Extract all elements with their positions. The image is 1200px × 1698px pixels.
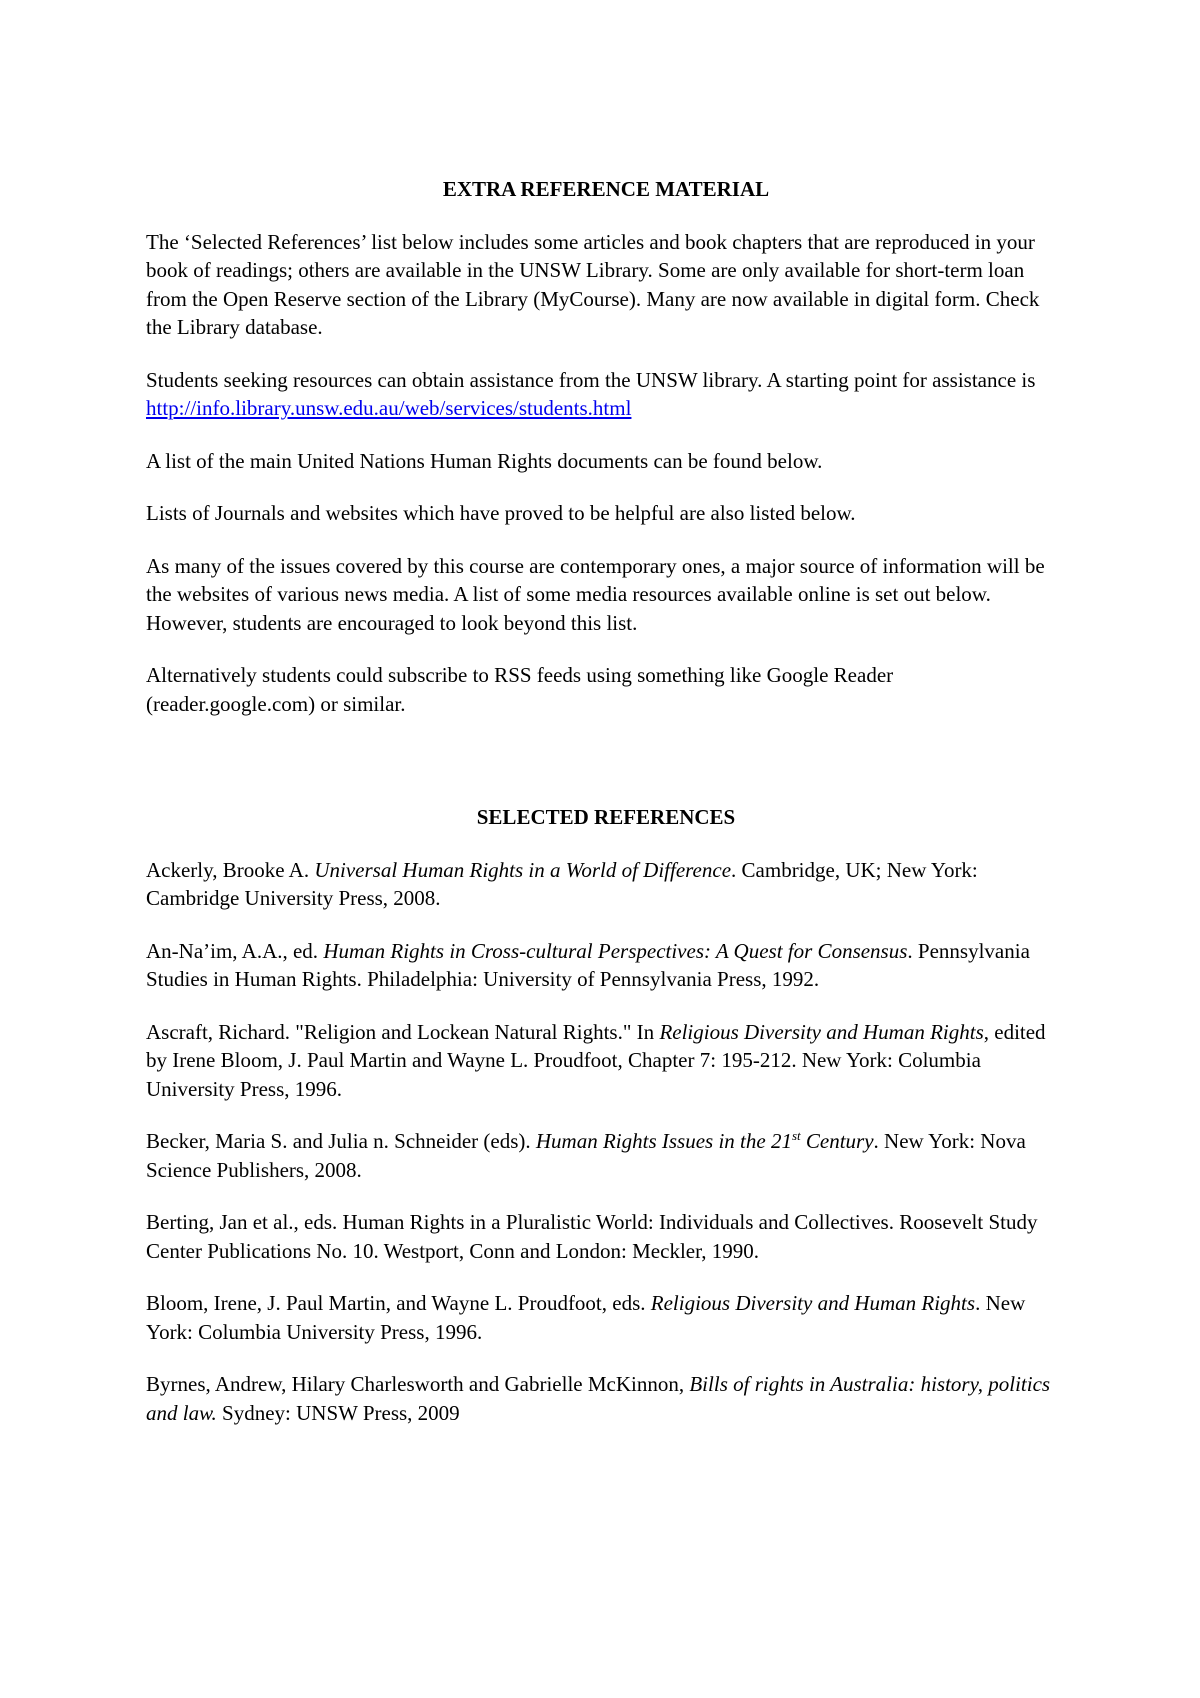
reference-title: Bills of rights in Australia: history, politics and law. [146,1372,1051,1425]
reference-title: Human Rights in Cross-cultural Perspectives: A Quest for Consensus [323,938,908,963]
library-link[interactable]: http://info.library.unsw.edu.au/web/services/students.html [146,396,632,420]
reference-details: . New York: Nova Science Publishers, 2008. [146,1129,1026,1182]
reference-details: Sydney: UNSW Press, 2009 [216,1400,460,1425]
reference-details: , edited by Irene Bloom, J. Paul Martin and Wayne L. Proudfoot, Chapter 7: 195-212. New York: Columbia University Press, 1996. [146,1019,1046,1101]
reference-title-superscript: st [791,1128,801,1143]
reference-details: . Pennsylvania Studies in Human Rights. Philadelphia: University of Pennsylvania Press, 1992. [146,938,1030,991]
reference-item [146,1127,1066,1184]
reference-item [146,1018,1066,1104]
library-assistance-text: Students seeking resources can obtain assistance from the UNSW library. A starting point for assistance is [146,367,1036,392]
document-page [146,175,1066,1451]
reference-title [536,1129,874,1153]
news-media-paragraph: As many of the issues covered by this course are contemporary ones, a major source of information will be the websites of various news media. A list of some media resources available online is set out below. However, students are encouraged to look beyond this list. [146,553,1045,635]
reference-title-part: Human Rights Issues in the 21 [535,1129,792,1153]
un-documents-paragraph: A list of the main United Nations Human Rights documents can be found below. [146,448,823,473]
reference-item [146,1289,1066,1346]
reference-item [146,856,1066,913]
reference-title: Universal Human Rights in a World of Difference [314,857,732,882]
reference-title: Religious Diversity and Human Rights [650,1291,976,1315]
reference-title-part: Century [800,1129,874,1153]
extra-reference-heading: EXTRA REFERENCE MATERIAL [442,177,770,201]
selected-references-heading: SELECTED REFERENCES [476,805,736,829]
reference-item [146,937,1066,994]
reference-author: Becker, Maria S. and Julia n. Schneider (eds). [146,1129,536,1153]
section-spacer [146,742,1066,803]
reference-item [146,1208,1066,1265]
reference-author: Berting, Jan et al., eds. Human Rights in a Pluralistic World: Individuals and Collectives. Roosevelt Study Center Publications No. 10. Westport, Conn and London: Meckler, 1990. [146,1210,1038,1263]
library-assistance-paragraph [146,366,1066,423]
reference-details: . Cambridge, UK; New York: Cambridge University Press, 2008. [146,857,978,910]
intro-paragraph: The ‘Selected References’ list below includes some articles and book chapters that are reproduced in your book of readings; others are available in the UNSW Library. Some are only available for short-term loan from the Open Reserve section of the Library (MyCourse). Many are now available in digital form. Check the Library database. [146,229,1040,339]
reference-author: Ackerly, Brooke A. [146,857,315,882]
reference-author: Bloom, Irene, J. Paul Martin, and Wayne L. Proudfoot, eds. [146,1291,651,1315]
reference-title: Religious Diversity and Human Rights [659,1019,984,1044]
reference-author: Ascraft, Richard. "Religion and Lockean Natural Rights." In [146,1019,660,1044]
reference-author: Byrnes, Andrew, Hilary Charlesworth and Gabrielle McKinnon, [146,1372,690,1396]
reference-author: An-Na’im, A.A., ed. [146,938,324,963]
journals-paragraph: Lists of Journals and websites which have proved to be helpful are also listed below. [146,501,856,525]
reference-details: . New York: Columbia University Press, 1996. [146,1291,1026,1344]
reference-item [146,1370,1066,1427]
rss-paragraph: Alternatively students could subscribe to RSS feeds using something like Google Reader (reader.google.com) or similar. [146,663,894,716]
